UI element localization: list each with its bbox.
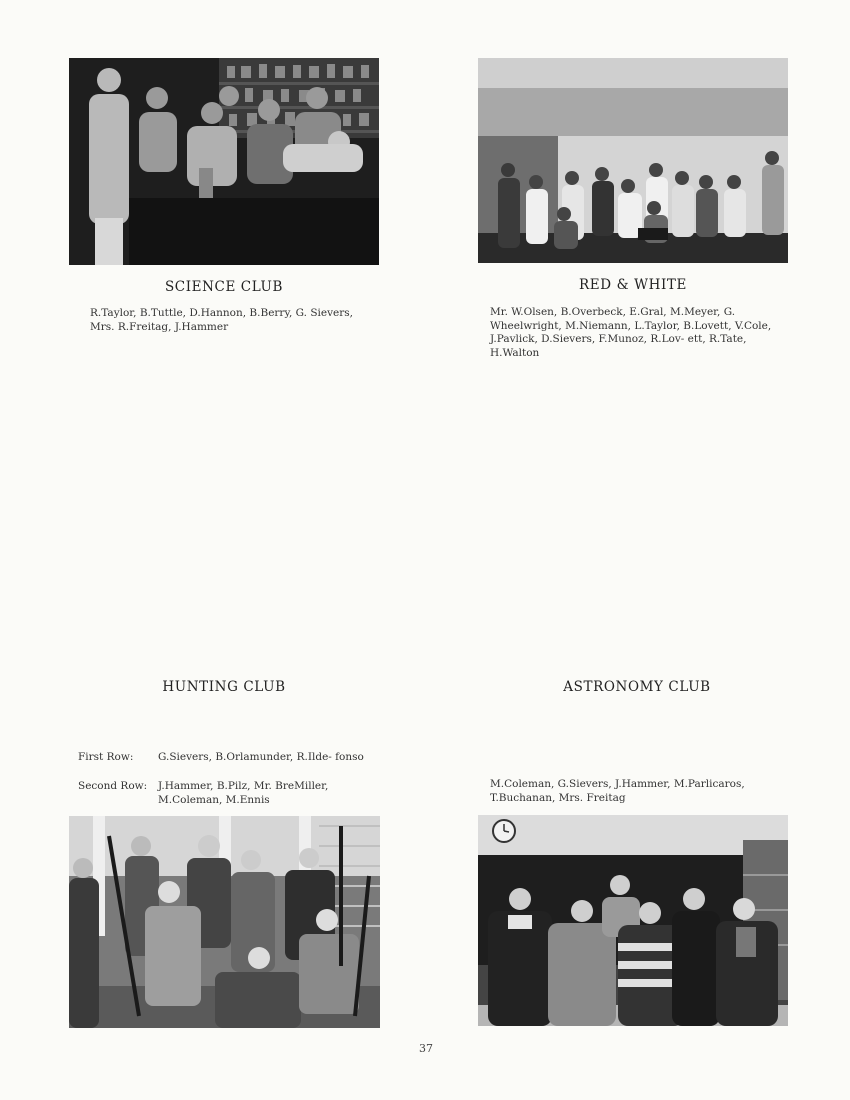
science-club-names: R.Taylor, B.Tuttle, D.Hannon, B.Berry, G. Sievers, Mrs. R.Freitag, J.Hammer xyxy=(90,307,354,333)
hunting-first-row-names: G.Sievers, B.Orlamunder, R.Ilde- fonso xyxy=(158,751,364,763)
red-white-names: Mr. W.Olsen, B.Overbeck, E.Gral, M.Meyer, G. Wheelwright, M.Niemann, L.Taylor, B.Lovett, V.Cole, J.Pavlick, D.Sievers, F.Munoz, R.Lov- ett, R.Tate, H.Walton xyxy=(490,306,772,359)
red-white-title: RED & WHITE xyxy=(579,277,687,293)
page-number: 37 xyxy=(419,1042,433,1055)
astronomy-club-title: ASTRONOMY CLUB xyxy=(563,679,711,695)
hunting-second-row-names: J.Hammer, B.Pilz, Mr. BreMiller, M.Coleman, M.Ennis xyxy=(158,780,329,806)
astronomy-club-photo xyxy=(478,815,788,1026)
hunting-second-row-label: Second Row: xyxy=(78,780,148,792)
astronomy-club-names: M.Coleman, G.Sievers, J.Hammer, M.Parlicaros, T.Buchanan, Mrs. Freitag xyxy=(490,778,745,804)
science-club-title: SCIENCE CLUB xyxy=(164,279,284,295)
hunting-club-title: HUNTING CLUB xyxy=(162,679,286,695)
red-white-photo xyxy=(478,58,788,263)
hunting-first-row-label: First Row: xyxy=(78,751,134,763)
science-club-photo xyxy=(69,58,379,265)
hunting-club-photo xyxy=(69,816,380,1028)
